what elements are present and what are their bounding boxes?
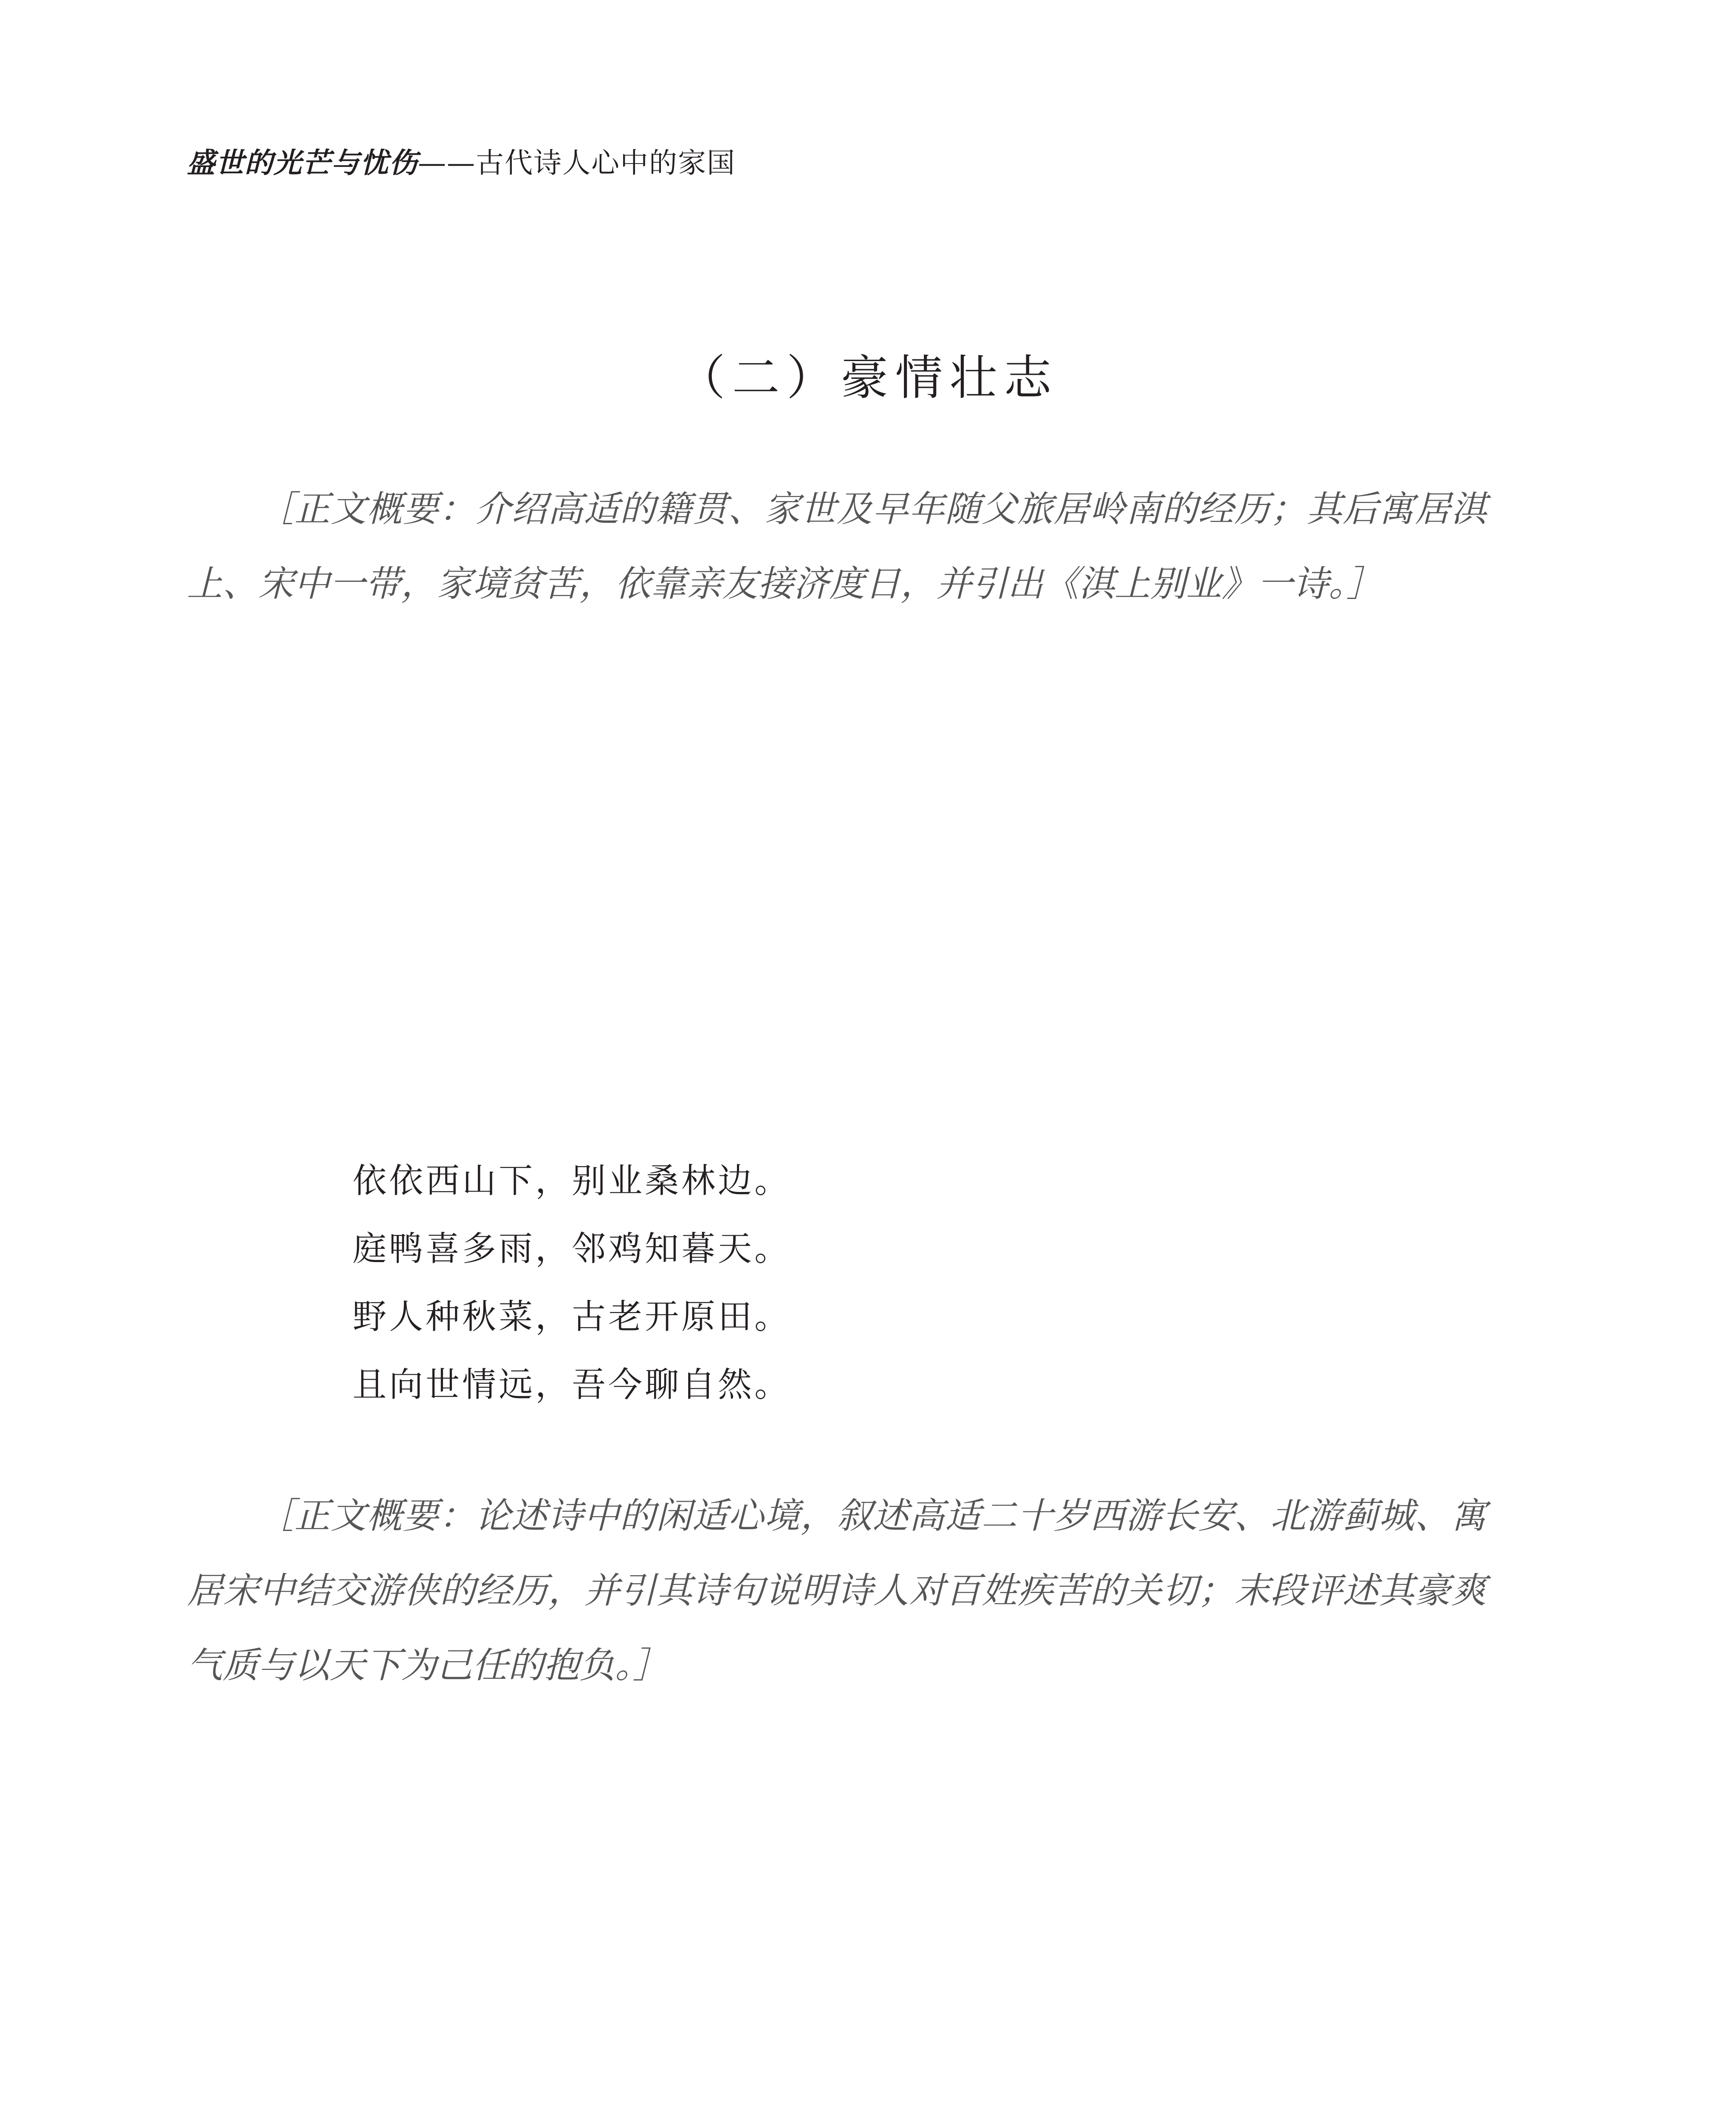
poem-line: 野人种秋菜，古老开原田。 [353, 1297, 791, 1336]
section-title: （二）豪情壮志 [677, 350, 1059, 406]
body-text-block-1 [187, 472, 1487, 621]
book-subtitle: ——古代诗人心中的家国 [418, 147, 736, 179]
running-header [187, 140, 736, 181]
poem-block [353, 1147, 791, 1419]
poem-line: 依依西山下，别业桑林边。 [353, 1161, 791, 1200]
poem-line: 且向世情远，吾今聊自然。 [353, 1365, 791, 1404]
poem-line: 庭鸭喜多雨，邻鸡知暮天。 [353, 1229, 791, 1268]
body-text-block-2 [187, 1478, 1487, 1703]
body-summary-1: ［正文概要：介绍高适的籍贯、家世及早年随父旅居岭南的经历；其后寓居淇上、宋中一带，家境贫苦，依靠亲友接济度日，并引出《淇上别业》一诗。］ [187, 488, 1487, 604]
book-title: 盛世的光芒与忧伤 [187, 146, 418, 179]
body-summary-2: ［正文概要：论述诗中的闲适心境，叙述高适二十岁西游长安、北游蓟城、寓居宋中结交游侠的经历，并引其诗句说明诗人对百姓疾苦的关切；末段评述其豪爽气质与以天下为己任的抱负。］ [187, 1495, 1487, 1686]
